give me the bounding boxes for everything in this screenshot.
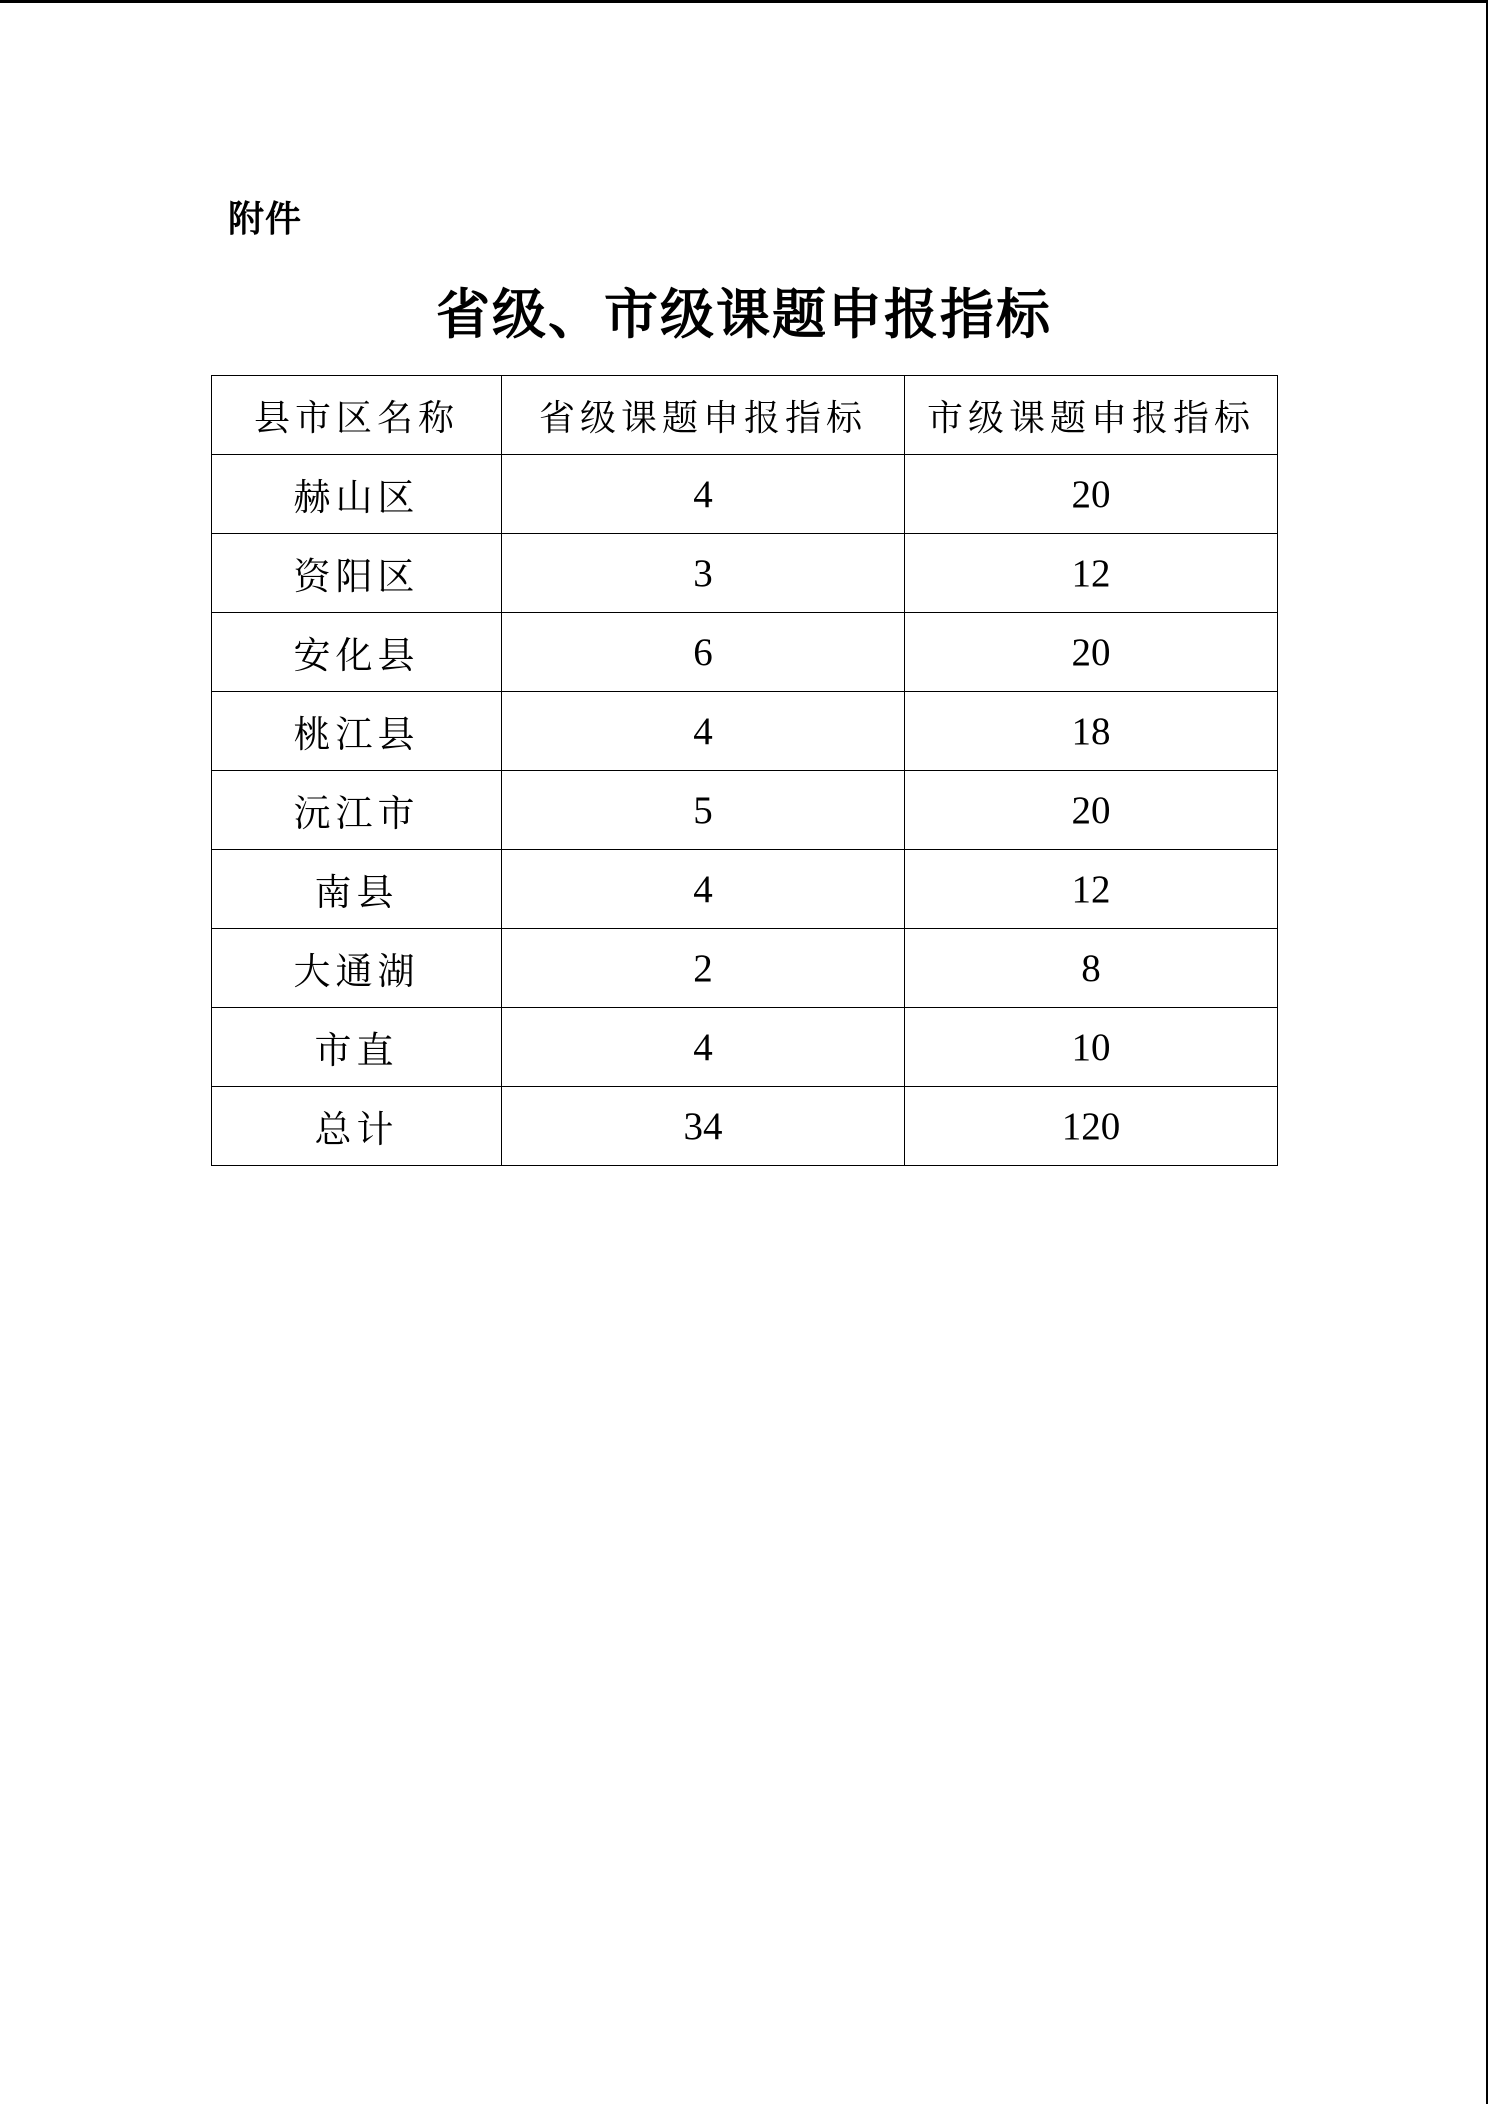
header-municipal-quota: 市级课题申报指标 [905,376,1278,455]
table-row [212,929,1278,1008]
total-municipal-cell: 120 [905,1087,1278,1166]
region-cell: 南县 [212,850,502,929]
municipal-quota-cell: 20 [905,455,1278,534]
provincial-quota-cell: 4 [502,692,905,771]
table-row [212,613,1278,692]
provincial-quota-cell: 2 [502,929,905,1008]
page-border-top [0,0,1488,3]
municipal-quota-cell: 8 [905,929,1278,1008]
provincial-quota-cell: 3 [502,534,905,613]
region-cell: 市直 [212,1008,502,1087]
table-row [212,1008,1278,1087]
header-region-name: 县市区名称 [212,376,502,455]
total-row [212,1087,1278,1166]
municipal-quota-cell: 20 [905,771,1278,850]
table-row [212,455,1278,534]
quota-table [211,375,1278,1166]
region-cell: 资阳区 [212,534,502,613]
provincial-quota-cell: 4 [502,850,905,929]
table-row [212,771,1278,850]
provincial-quota-cell: 5 [502,771,905,850]
municipal-quota-cell: 10 [905,1008,1278,1087]
municipal-quota-cell: 12 [905,534,1278,613]
attachment-label: 附件 [228,199,303,240]
municipal-quota-cell: 18 [905,692,1278,771]
municipal-quota-cell: 20 [905,613,1278,692]
table-header-row [212,376,1278,455]
provincial-quota-cell: 4 [502,1008,905,1087]
provincial-quota-cell: 4 [502,455,905,534]
region-cell: 大通湖 [212,929,502,1008]
header-provincial-quota: 省级课题申报指标 [502,376,905,455]
region-cell: 赫山区 [212,455,502,534]
provincial-quota-cell: 6 [502,613,905,692]
document-title: 省级、市级课题申报指标 [436,282,1052,346]
total-provincial-cell: 34 [502,1087,905,1166]
municipal-quota-cell: 12 [905,850,1278,929]
total-label-cell: 总计 [212,1087,502,1166]
table-row [212,850,1278,929]
region-cell: 桃江县 [212,692,502,771]
region-cell: 安化县 [212,613,502,692]
table-row [212,692,1278,771]
region-cell: 沅江市 [212,771,502,850]
table-row [212,534,1278,613]
